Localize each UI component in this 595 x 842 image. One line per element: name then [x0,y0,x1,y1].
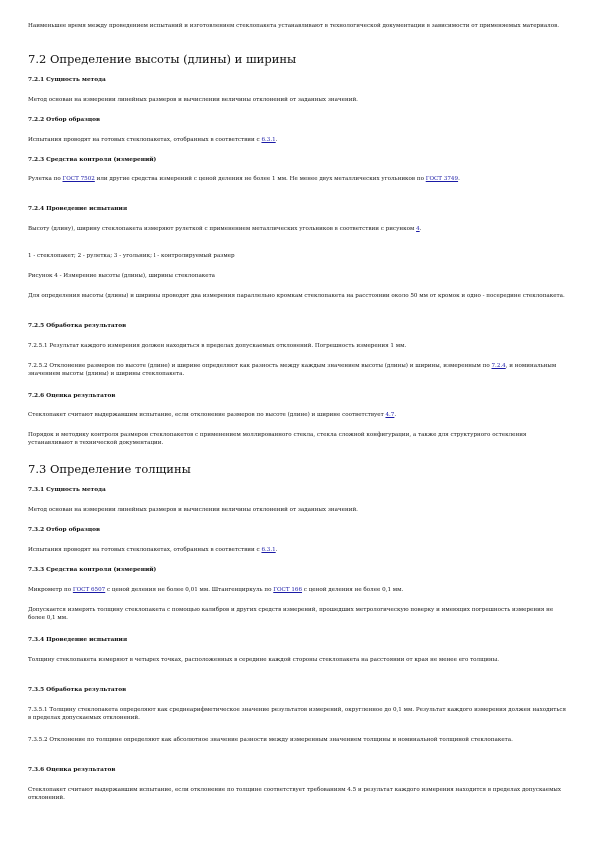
doc-link[interactable]: 7.2.4 [491,363,506,369]
paragraph-p736 [28,786,568,802]
paragraph-p723 [28,175,568,183]
subsection-heading-h734 [28,636,568,644]
doc-link[interactable]: 6.3.1 [261,547,276,553]
text-run: с ценой деления не более 0,01 мм. Штангенциркуль по [105,587,274,593]
text-run: 7.3.5 Обработка результатов [28,687,127,693]
subsection-heading-h732 [28,526,568,534]
paragraph-p726b [28,431,568,447]
text-run: 7.3.5.1 Толщину стеклопакета определяют как среднеарифметическое значение результатов измерений, округленное до 0,1 мм. Результат каждого измерения должен находиться в пределах допускаемых отклонений. [28,707,567,721]
text-run: Рулетка по [28,176,63,182]
paragraph-p7252 [28,362,568,378]
doc-link[interactable]: ГОСТ 7502 [62,176,95,182]
paragraph-p733b [28,606,568,622]
text-run: 7.2.5.1 Результат каждого измерения должен находиться в пределах допускаемых отклонений. Погрешность измерения 1 мм. [28,343,407,349]
text-run: Наименьшее время между проведением испытаний и изготовлением стеклопакета устанавливают в технологической документации в зависимости от применяемых материалов. [28,23,560,29]
paragraph-p7352 [28,736,568,744]
paragraph-p7251 [28,342,568,350]
subsection-heading-h725 [28,322,568,330]
text-run: 1 - стеклопакет; 2 - рулетка; 3 - угольник; l - контролируемый размер [28,253,235,259]
paragraph-p724b [28,292,568,300]
text-run: 7.3.2 Отбор образцов [28,527,101,533]
paragraph-caption [28,272,568,280]
subsection-heading-h736 [28,766,568,774]
text-run: Испытания проводят на готовых стеклопакетах, отобранных в соответствии с [28,547,262,553]
paragraph-p7351 [28,706,568,722]
subsection-heading-h722 [28,116,568,124]
text-run: 7.2.6 Оценка результатов [28,393,116,399]
paragraph-p724 [28,225,568,233]
text-run: 7.2.3 Средства контроля (измерений) [28,157,157,163]
doc-link[interactable]: ГОСТ 166 [273,587,303,593]
text-run: . [458,176,460,182]
text-run: 7.2.5 Обработка результатов [28,323,127,329]
text-run: 7.2.4 Проведение испытания [28,206,128,212]
text-run: . [275,137,278,143]
subsection-heading-h721 [28,76,568,84]
paragraph-legend [28,252,568,260]
paragraph-p731 [28,506,568,514]
paragraph-p734 [28,656,568,664]
text-run: Для определения высоты (длины) и ширины проводят два измерения параллельно кромкам стеклопакета на расстоянии около 50 мм от кромок и одно - посередине стеклопакета. [28,293,565,299]
text-run: Рисунок 4 - Измерение высоты (длины), ширины стеклопакета [28,273,216,279]
paragraph-p732 [28,546,568,554]
paragraph-p726 [28,411,568,419]
paragraph-p722 [28,136,568,144]
subsection-heading-h733 [28,566,568,574]
text-run: Допускается измерять толщину стеклопакета с помощью калибров и других средств измерений, прошедших метрологическую поверку и имеющих погрешность измерения не более 0,1 мм. [28,607,554,621]
doc-link[interactable]: 4 [416,226,420,232]
text-run: . [419,226,422,232]
subsection-heading-h724 [28,205,568,213]
text-run: Испытания проводят на готовых стеклопакетах, отобранных в соответствии с [28,137,262,143]
text-run: 7.3.3 Средства контроля (измерений) [28,567,157,573]
paragraph-p733 [28,586,568,594]
text-run: Микрометр по [28,587,73,593]
section-heading-h72 [28,52,568,66]
paragraph-p721 [28,96,568,104]
text-run: 7.3.1 Сущность метода [28,487,106,493]
text-run: 7.2 Определение высоты (длины) и ширины [28,52,297,66]
text-run: Толщину стеклопакета измеряют в четырех точках, расположенных в середине каждой стороны стеклопакета на расстоянии от края не менее его толщины. [28,657,499,663]
section-heading-h73 [28,462,568,476]
text-run: , и номинальным значением высоты (длины) и ширины стеклопакета. [28,363,557,377]
subsection-heading-h735 [28,686,568,694]
text-run: 7.3 Определение толщины [28,462,191,476]
text-run: . [394,412,397,418]
text-run: Высоту (длину), ширину стеклопакета измеряют рулеткой с применением металлических угольников в соответствии с рисунком [28,226,417,232]
text-run: 7.3.5.2 Отклонение по толщине определяют как абсолютное значение разности между измеренным значением толщины и номинальной толщиной стеклопакета. [28,737,513,743]
text-run: 7.2.5.2 Отклонение размеров по высоте (длине) и ширине определяют как разность между каждым значением высоты (длины) и ширины, измеренным по [28,363,492,369]
subsection-heading-h731 [28,486,568,494]
text-run: Стеклопакет считают выдержавшим испытание, если отклонение по толщине соответствует требованиям 4.5 и результат каждого измерения находится в пределах допускаемых отклонений. [28,787,562,801]
subsection-heading-h723 [28,156,568,164]
text-run: 7.2.1 Сущность метода [28,77,106,83]
doc-link[interactable]: 4.7 [385,412,395,418]
text-run: Порядок и методику контроля размеров стеклопакетов с применением моллированного стекла, стекла сложной конфигурации, а также для структурного остекления устанавливают в технической документации. [28,432,527,446]
text-run: . [275,547,278,553]
text-run: или другие средства измерений с ценой деления не более 1 мм. Не менее двух металлических угольников по [94,176,426,182]
doc-link[interactable]: 6.3.1 [261,137,276,143]
text-run: Метод основан на измерении линейных размеров и вычислении величины отклонений от заданных значений. [28,507,358,513]
paragraph-intro [28,22,568,30]
subsection-heading-h726 [28,392,568,400]
text-run: Стеклопакет считают выдержавшим испытание, если отклонение размеров по высоте (длине) и ширине соответствует [28,412,386,418]
text-run: 7.2.2 Отбор образцов [28,117,101,123]
doc-link[interactable]: ГОСТ 3749 [425,176,459,182]
text-run: Метод основан на измерении линейных размеров и вычислении величины отклонений от заданных значений. [28,97,358,103]
text-run: с ценой деления не более 0,1 мм. [302,587,404,593]
text-run: 7.3.6 Оценка результатов [28,767,116,773]
doc-link[interactable]: ГОСТ 6507 [72,587,106,593]
text-run: 7.3.4 Проведение испытания [28,637,128,643]
